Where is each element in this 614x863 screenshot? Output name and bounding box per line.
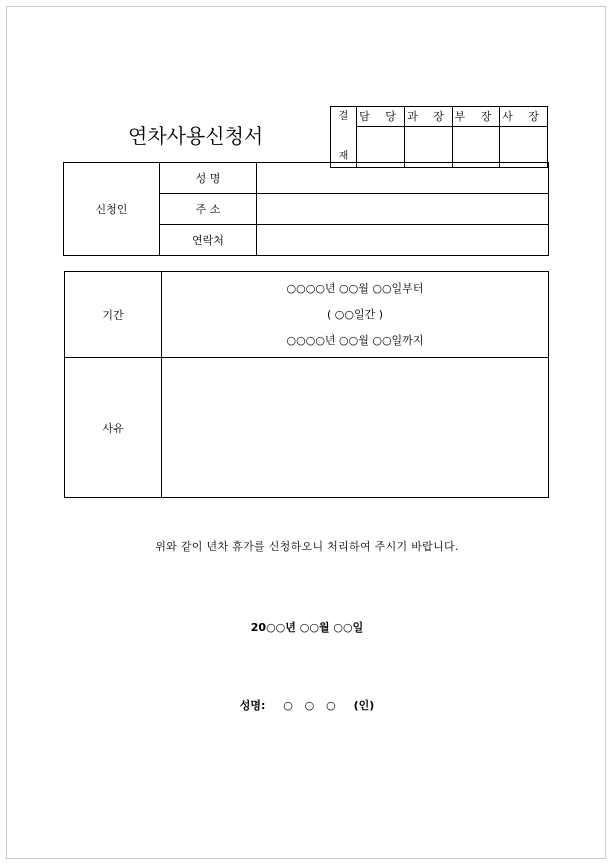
applicant-name-label: 성 명: [160, 163, 257, 194]
approval-role-dept-head: 부 장: [453, 107, 500, 127]
applicant-address-value: [257, 194, 549, 225]
period-to: ○○○○년 ○○월 ○○일까지: [286, 333, 424, 347]
applicant-group-label: 신청인: [64, 163, 160, 256]
signature-seal: (인): [353, 699, 375, 712]
approval-role-president: 사 장: [500, 107, 548, 127]
approval-label-bottom: 재: [338, 151, 349, 162]
signature-label: 성명:: [239, 699, 266, 712]
period-label: 기간: [65, 272, 162, 358]
approval-label-top: 결: [338, 111, 349, 122]
period-from: ○○○○년 ○○월 ○○일부터: [286, 281, 424, 295]
approval-label: [331, 107, 357, 168]
period-value: [162, 272, 549, 358]
applicant-contact-label: 연락처: [160, 225, 257, 256]
approval-role-staff: 담 당: [357, 107, 405, 127]
request-date: 20○○년 ○○월 ○○일: [250, 621, 364, 634]
approval-table: [330, 106, 548, 168]
approval-role-section-chief: 과 장: [405, 107, 453, 127]
period-reason-table: [64, 271, 549, 498]
applicant-table: [63, 162, 549, 256]
document-title: 연차사용신청서: [128, 124, 264, 148]
reason-label: 사유: [65, 358, 162, 498]
applicant-contact-value: [257, 225, 549, 256]
signature-line: [0, 697, 614, 713]
signature-name: ○ ○ ○: [283, 699, 340, 712]
request-statement: 위와 같이 년차 휴가를 신청하오니 처리하여 주시기 바랍니다.: [155, 540, 459, 553]
applicant-name-value: [257, 163, 549, 194]
applicant-address-label: 주 소: [160, 194, 257, 225]
reason-value: [162, 358, 549, 498]
period-duration: ( ○○일간 ): [326, 307, 384, 321]
